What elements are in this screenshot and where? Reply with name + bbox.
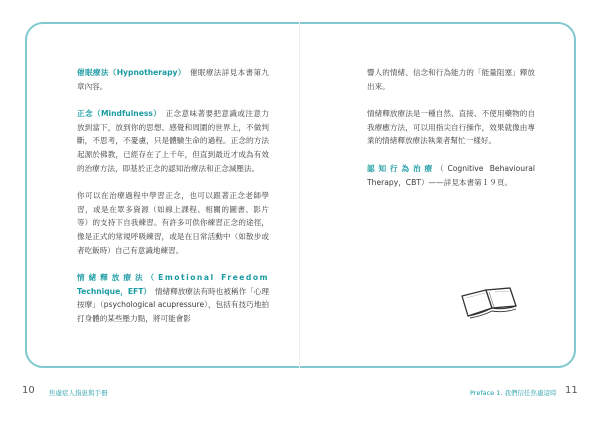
paragraph-hypnotherapy — [77, 66, 269, 93]
right-column — [367, 66, 535, 203]
paragraph-mindfulness-practice — [77, 189, 269, 257]
text-eft-natural: 情緒釋放療法是一種自然、直接、不使用藥物的自我療癒方法，可以用指尖自行操作，效果就像由專業的情緒釋放療法執業者幫忙一樣好。 — [367, 109, 535, 146]
paragraph-eft-natural — [367, 107, 535, 148]
left-page-number: 10 — [22, 385, 35, 396]
paragraph-cbt — [367, 162, 535, 189]
text-mindfulness: 正念意味著要把意識或注意力放到當下，放到你的思想、感覺和周圍的世界上，不做判斷，不思考，不憂慮，只是體驗生命的過程。正念的方法起源於佛教，已經存在了上千年，但直到最近才成為有效的治療方法，即基於正念的認知治療法和正念減壓法。 — [77, 109, 269, 173]
left-running-title: 焦慮症人指患與手冊 — [49, 389, 108, 397]
left-column — [77, 66, 269, 340]
open-book-icon — [458, 282, 520, 322]
right-page-number: 11 — [565, 385, 578, 396]
text-hypnotherapy: 催眠療法詳見本書第九章內容。 — [77, 68, 269, 91]
text-mindfulness-practice: 你可以在治療過程中學習正念，也可以跟著正念老師學習，或是在眾多資源（如線上課程、相關的圖書、影片等）的支持下自我練習。有許多可供你練習正念的途徑，像是正式的常規呼吸練習，或是在日常活動中（如散步或者吃飯時）自己有意識地練習。 — [77, 191, 269, 255]
text-eft: 情緒釋放療法有時也被稱作「心理按摩」（psychological acupressure），包括有技巧地拍打身體的某些壓力點，將可能會影 — [77, 286, 270, 323]
right-running-title: Preface 1. 我們信任焦慮這時 — [470, 389, 557, 397]
book-spine — [299, 22, 300, 368]
term-eft-line1: 情緒釋放療法（Emotional Freedom — [77, 273, 269, 283]
paragraph-mindfulness — [77, 107, 269, 175]
term-cbt: 認知行為治療 — [367, 163, 436, 173]
text-eft-continued: 響人的情緒、信念和行為能力的「能量阻塞」釋放出來。 — [367, 68, 535, 91]
term-hypnotherapy: 催眠療法（Hypnotherapy） — [77, 68, 182, 77]
term-mindfulness: 正念（Mindfulness） — [77, 109, 158, 119]
paragraph-eft-continued — [367, 66, 535, 93]
paragraph-eft — [77, 271, 269, 325]
term-eft-line2: Technique，EFT） — [77, 286, 148, 296]
text-cbt: （Cognitive Behavioural Therapy，CBT）——詳見本書第１９頁。 — [367, 163, 535, 187]
